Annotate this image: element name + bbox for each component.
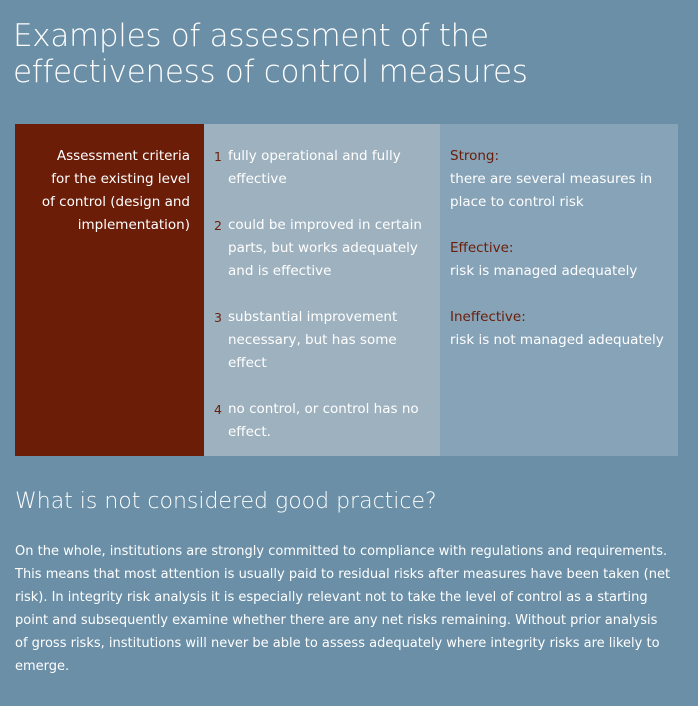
paragraph-line: This means that most attention is usually paid to residual risks after measures have been taken (net <box>15 567 671 582</box>
level-line: substantial improvement <box>228 309 398 325</box>
page-title-line-2: effectiveness of control measures <box>13 54 528 90</box>
level-number: 3 <box>214 310 222 325</box>
paragraph-line: point and subsequently examine whether there are any net risks remaining. Without prior analysis <box>15 613 658 628</box>
level-text <box>228 306 434 375</box>
outcome-effective <box>450 237 668 283</box>
paragraph-line: of gross risks, institutions will never be able to assess adequately where integrity risks are likely to <box>15 636 660 651</box>
level-line: fully operational and fully <box>228 148 401 164</box>
spacer <box>450 214 668 237</box>
level-number: 1 <box>214 149 222 164</box>
spacer <box>214 375 434 398</box>
assessment-matrix <box>15 124 678 456</box>
criteria-column <box>15 124 204 456</box>
level-item-2 <box>214 214 434 283</box>
paragraph-line: On the whole, institutions are strongly committed to compliance with regulations and requirements. <box>15 544 668 559</box>
level-line: and is effective <box>228 263 332 279</box>
outcome-label: Effective: <box>450 240 514 256</box>
outcome-line: there are several measures in <box>450 171 653 187</box>
level-text <box>228 145 434 191</box>
criteria-line: implementation) <box>77 217 190 233</box>
paragraph-line: risk). In integrity risk analysis it is especially relevant not to take the level of control as a starting <box>15 590 648 605</box>
control-levels-column <box>204 124 440 456</box>
level-text <box>228 214 434 283</box>
level-number: 4 <box>214 402 222 417</box>
criteria-line: for the existing level <box>51 171 190 187</box>
level-number: 2 <box>214 218 222 233</box>
page-title-line-1: Examples of assessment of the <box>13 18 489 54</box>
paragraph-line: emerge. <box>15 659 70 674</box>
level-line: necessary, but has some effect <box>228 332 397 371</box>
criteria-line: Assessment criteria <box>56 148 190 164</box>
outcome-ineffective <box>450 306 668 352</box>
outcome-strong <box>450 145 668 214</box>
section-heading: What is not considered good practice? <box>15 489 437 514</box>
outcome-line: risk is not managed adequately <box>450 332 664 348</box>
criteria-line: of control (design and <box>41 194 190 210</box>
level-item-3 <box>214 306 434 375</box>
level-line: effect. <box>228 424 271 440</box>
outcome-label: Ineffective: <box>450 309 526 325</box>
outcome-line: place to control risk <box>450 194 584 210</box>
level-line: parts, but works adequately <box>228 240 418 256</box>
outcome-line: risk is managed adequately <box>450 263 638 279</box>
page-title <box>13 18 683 90</box>
level-text <box>228 398 434 444</box>
spacer <box>214 283 434 306</box>
level-line: no control, or control has no <box>228 401 419 417</box>
section-paragraph <box>15 540 685 678</box>
level-item-4 <box>214 398 434 444</box>
spacer <box>450 283 668 306</box>
outcome-column <box>440 124 678 456</box>
level-line: effective <box>228 171 287 187</box>
level-line: could be improved in certain <box>228 217 422 233</box>
outcome-label: Strong: <box>450 148 500 164</box>
level-item-1 <box>214 145 434 191</box>
spacer <box>214 191 434 214</box>
